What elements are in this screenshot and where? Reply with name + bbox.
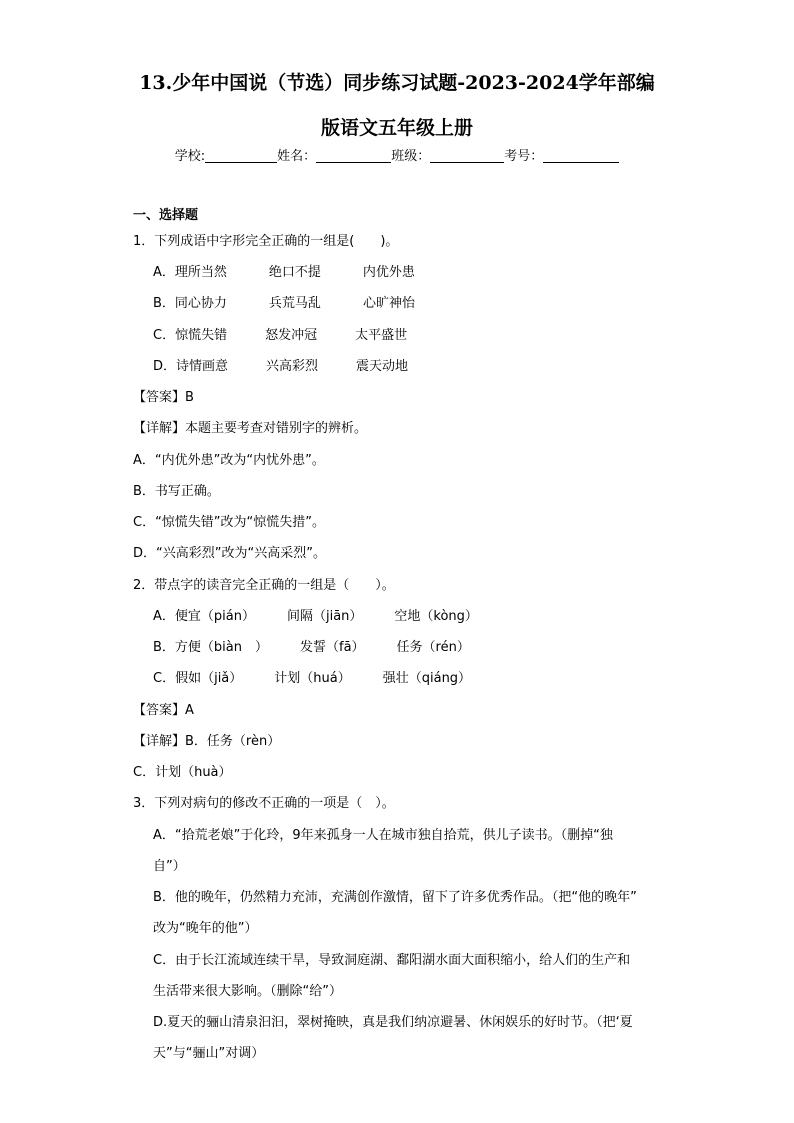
document-title-line2: 版语文五年级上册 <box>320 117 473 139</box>
q3-line-a1: A．“拾荒老娘”于化玲，9年来孤身一人在城市独自拾荒，供儿子读书。（删掉“独 <box>153 828 613 843</box>
q3-line-c2: 生活带来很大影响。（删除“给”） <box>153 984 342 999</box>
q1-stem: 1．下列成语中字形完全正确的一组是( )。 <box>133 234 399 249</box>
q2-option-c: C．假如（jiǎ） 计划（huá） 强壮（qiáng） <box>153 671 472 686</box>
q3-line-a2: 自”） <box>153 859 186 874</box>
q1-detail: 【详解】本题主要考查对错别字的辨析。 <box>133 421 368 436</box>
name-label: 姓名： <box>277 149 317 164</box>
school-blank[interactable] <box>205 148 277 163</box>
q2-detail: 【详解】B．任务（rèn） <box>133 734 281 749</box>
q1-option-b: B．同心协力 兵荒马乱 心旷神怡 <box>153 296 415 311</box>
q1-option-d: D．诗情画意 兴高彩烈 震天动地 <box>153 359 409 374</box>
q1-explain-c: C．“惊慌失错”改为“惊慌失措”。 <box>133 515 326 530</box>
id-blank[interactable] <box>543 148 619 163</box>
q1-explain-d: D．“兴高彩烈”改为“兴高采烈”。 <box>133 546 326 561</box>
section-heading: 一、选择题 <box>133 208 199 223</box>
q3-line-d2: 天”与“骊山”对调） <box>153 1046 265 1061</box>
q1-option-c: C．惊慌失错 怒发冲冠 太平盛世 <box>153 328 408 343</box>
q3-line-d1: D.夏天的骊山清泉汩汩，翠树掩映，真是我们纳凉避暑、休闲娱乐的好时节。（把‘夏 <box>153 1015 633 1030</box>
q3-line-b1: B．他的晚年，仍然精力充沛，充满创作激情，留下了许多优秀作品。（把“他的晚年” <box>153 890 637 905</box>
q3-line-b2: 改为“晚年的他”） <box>153 921 258 936</box>
q3-stem: 3．下列对病句的修改不正确的一项是（ ）。 <box>133 796 395 811</box>
q2-stem: 2．带点字的读音完全正确的一组是（ ）。 <box>133 578 395 593</box>
q1-answer: 【答案】B <box>133 390 194 405</box>
q2-answer: 【答案】A <box>133 703 194 718</box>
class-blank[interactable] <box>430 148 504 163</box>
school-label: 学校: <box>174 149 206 164</box>
q2-option-a: A．便宜（pián） 间隔（jiān） 空地（kòng） <box>153 609 478 624</box>
name-blank[interactable] <box>316 148 391 163</box>
q1-explain-b: B．书写正确。 <box>133 484 220 499</box>
q2-explain-c: C．计划（huà） <box>133 765 232 780</box>
q3-line-c1: C．由于长江流域连续干旱，导致洞庭湖、鄱阳湖水面大面积缩小，给人们的生产和 <box>153 953 631 968</box>
q1-explain-a: A．“内优外患”改为“内忧外患”。 <box>133 453 325 468</box>
q2-option-b: B．方便（biàn ） 发誓（fā） 任务（rén） <box>153 640 470 655</box>
id-label: 考号： <box>504 149 544 164</box>
q1-option-a: A．理所当然 绝口不提 内优外患 <box>153 265 415 280</box>
document-title-line1: 13.少年中国说（节选）同步练习试题-2023-2024学年部编 <box>139 72 655 94</box>
student-info-row <box>0 145 794 164</box>
class-label: 班级： <box>391 149 431 164</box>
